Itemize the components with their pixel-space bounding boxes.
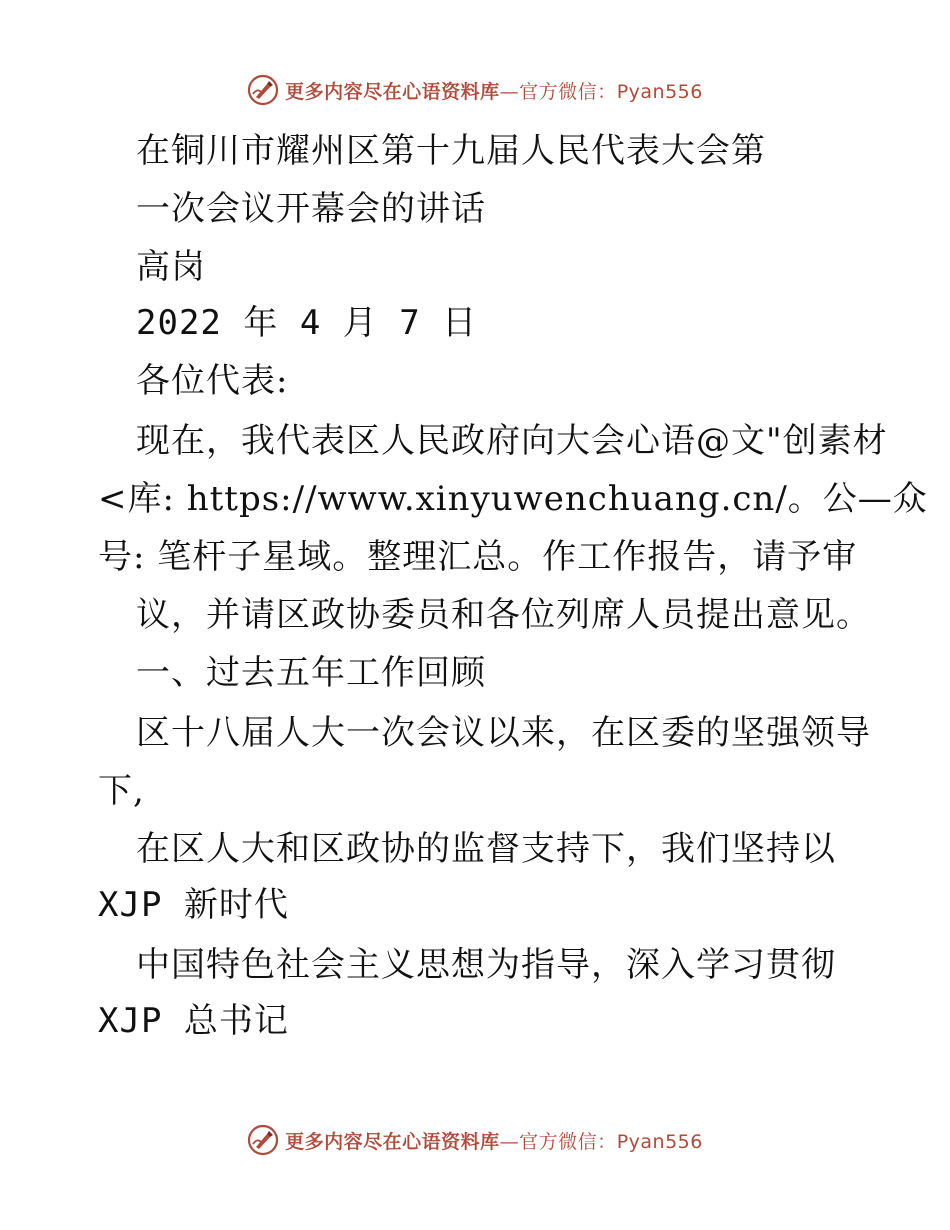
watermark-separator: — [499, 1130, 520, 1153]
watermark-wechat-id: Pyan556 [616, 1130, 703, 1153]
paragraph-line: 在区人大和区政协的监督支持下，我们坚持以 [136, 829, 836, 869]
author-line: 高岗 [136, 247, 206, 287]
watermark-wechat-label: 官方微信： [519, 80, 617, 103]
watermark-separator: — [499, 80, 520, 103]
paragraph-line: 号: 笔杆子星域。整理汇总。作工作报告，请予审 [98, 537, 858, 577]
paragraph-line: 现在，我代表区人民政府向大会心语@文"创素材 [136, 421, 888, 461]
section-heading: 一、过去五年工作回顾 [136, 653, 486, 693]
paragraph-line: XJP 总书记 [98, 1001, 289, 1041]
top-watermark [0, 70, 950, 110]
watermark-wechat-id: Pyan556 [616, 80, 703, 103]
pen-seal-icon [247, 74, 279, 106]
title-line-2: 一次会议开幕会的讲话 [136, 189, 486, 229]
salutation-line: 各位代表: [136, 361, 289, 401]
watermark-group [247, 74, 703, 106]
paragraph-line: <库: https://www.xinyuwenchuang.cn/。公—众 [98, 479, 928, 519]
paragraph-line: 中国特色社会主义思想为指导，深入学习贯彻 [136, 945, 836, 985]
date-line: 2022 年 4 月 7 日 [136, 303, 478, 343]
watermark-text [285, 1127, 703, 1154]
watermark-main: 更多内容尽在心语资料库 [285, 80, 500, 103]
paragraph-line: 下, [98, 771, 145, 811]
paragraph-line: XJP 新时代 [98, 885, 289, 925]
watermark-wechat-label: 官方微信： [519, 1130, 617, 1153]
watermark-main: 更多内容尽在心语资料库 [285, 1130, 500, 1153]
watermark-text [285, 77, 703, 104]
bottom-watermark [0, 1120, 950, 1160]
watermark-group [247, 1124, 703, 1156]
title-line-1: 在铜川市耀州区第十九届人民代表大会第 [136, 131, 766, 171]
pen-seal-icon [247, 1124, 279, 1156]
paragraph-line: 区十八届人大一次会议以来，在区委的坚强领导 [136, 713, 871, 753]
paragraph-line: 议，并请区政协委员和各位列席人员提出意见。 [136, 595, 871, 635]
